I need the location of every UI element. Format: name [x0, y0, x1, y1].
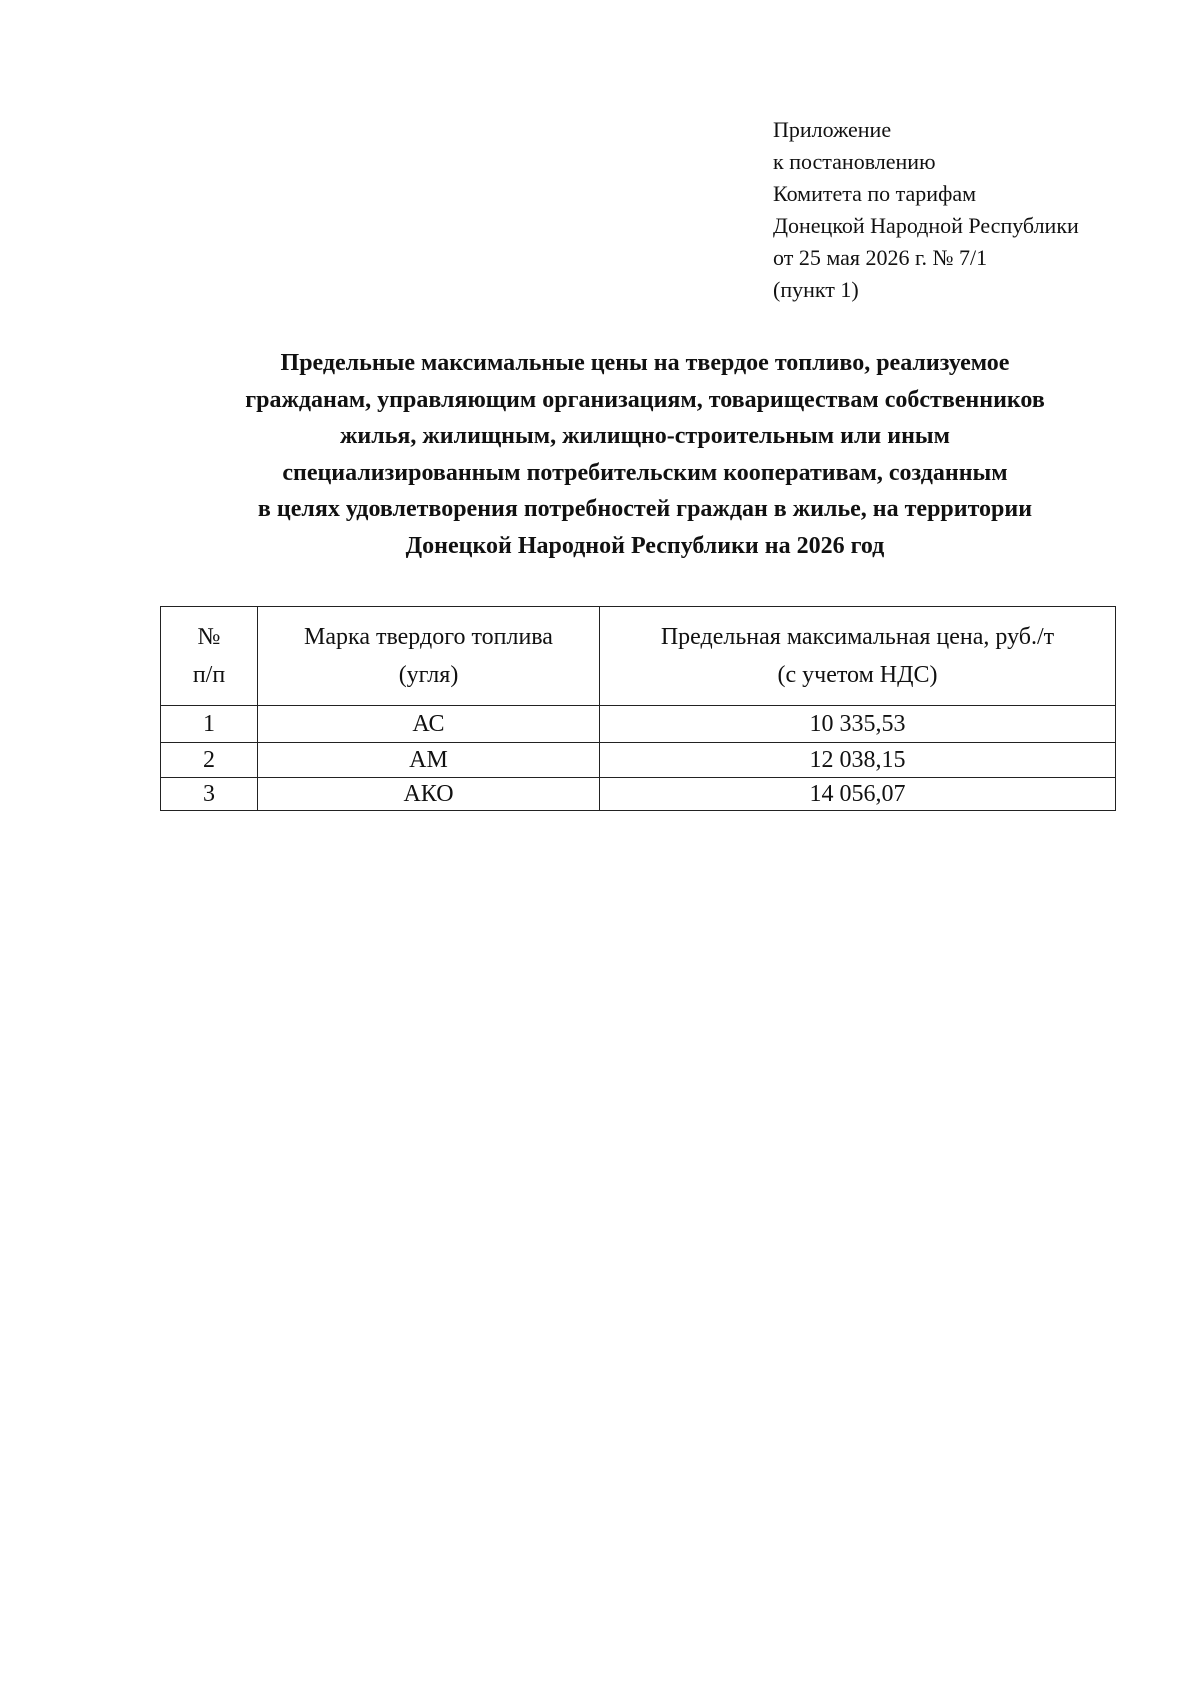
appendix-line: к постановлению [773, 149, 936, 174]
header-price-line: (с учетом НДС) [777, 662, 938, 688]
cell-num: 1 [161, 706, 258, 743]
table-row [161, 743, 1116, 778]
appendix-line: Комитета по тарифам [773, 181, 977, 206]
title-line: гражданам, управляющим организациям, товариществам собственников [245, 386, 1045, 413]
price-table [160, 606, 1116, 811]
header-price [600, 607, 1116, 706]
cell-num: 3 [161, 778, 258, 811]
header-price-line: Предельная максимальная цена, руб./т [660, 624, 1055, 650]
cell-brand: АС [258, 706, 600, 743]
title-line: жилья, жилищным, жилищно-строительным или иным [340, 423, 950, 449]
table-row [161, 778, 1116, 811]
title-line: Предельные максимальные цены на твердое топливо, реализуемое [280, 350, 1010, 376]
appendix-line: (пункт 1) [773, 277, 859, 302]
appendix-line: Приложение [773, 117, 892, 142]
header-brand-line: (угля) [398, 662, 459, 688]
cell-num: 2 [161, 743, 258, 778]
title-line: специализированным потребительским кооперативам, созданным [282, 459, 1008, 486]
title-line: Донецкой Народной Республики на 2026 год [405, 532, 885, 559]
header-num-line: № [197, 624, 221, 650]
appendix-line: Донецкой Народной Республики [773, 213, 1079, 238]
cell-price: 14 056,07 [600, 778, 1116, 811]
header-brand-line: Марка твердого топлива [304, 624, 553, 650]
table-row [161, 706, 1116, 743]
cell-price: 10 335,53 [600, 706, 1116, 743]
appendix-line: от 25 мая 2026 г. № 7/1 [773, 245, 988, 270]
cell-brand: АКО [258, 778, 600, 811]
cell-brand: АМ [258, 743, 600, 778]
cell-price: 12 038,15 [600, 743, 1116, 778]
header-num [161, 607, 258, 706]
header-num-line: п/п [192, 662, 226, 688]
document-title [160, 345, 1130, 564]
appendix-block [773, 114, 1079, 306]
header-brand [258, 607, 600, 706]
title-line: в целях удовлетворения потребностей граждан в жилье, на территории [257, 496, 1033, 522]
table-header-row [161, 607, 1116, 706]
